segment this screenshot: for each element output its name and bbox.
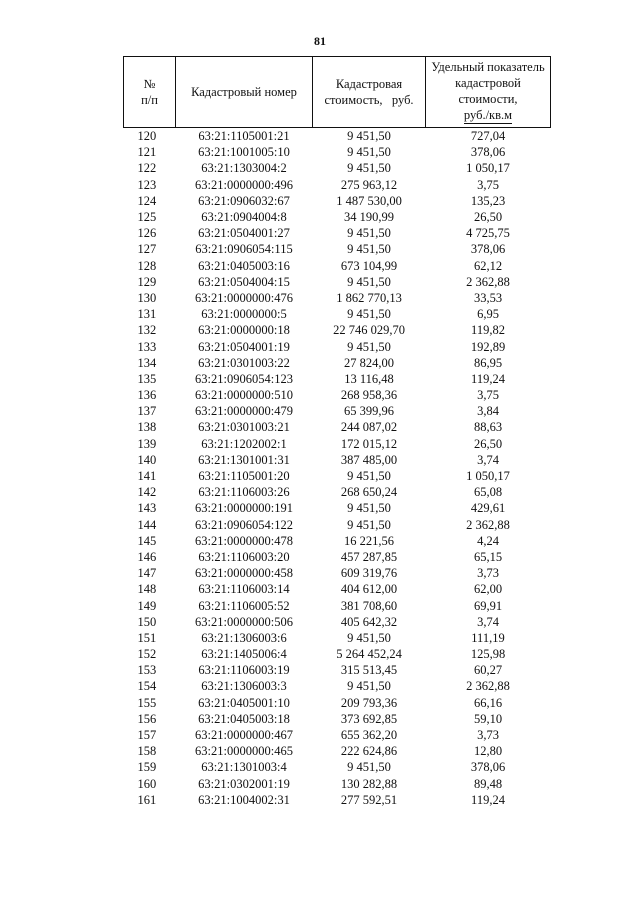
table-row xyxy=(124,290,551,306)
cadastral-value: 457 287,85 xyxy=(340,549,398,564)
cadastral-value: 387 485,00 xyxy=(340,452,398,467)
cadastral-number: 63:21:0405001:10 xyxy=(198,695,290,710)
table-row xyxy=(124,484,551,500)
table-row xyxy=(124,322,551,338)
specific-indicator: 378,06 xyxy=(470,145,506,160)
table-row xyxy=(124,517,551,533)
row-number: 134 xyxy=(137,355,157,370)
cadastral-number: 63:21:0000000:496 xyxy=(195,177,293,192)
table-row xyxy=(124,177,551,193)
cadastral-number: 63:21:1106003:14 xyxy=(198,582,290,597)
table-row xyxy=(124,355,551,371)
table-row xyxy=(124,274,551,290)
specific-indicator: 378,06 xyxy=(470,242,506,257)
specific-indicator: 2 362,88 xyxy=(466,679,510,694)
cadastral-value: 209 793,36 xyxy=(340,695,398,710)
row-number: 141 xyxy=(137,469,157,484)
cadastral-value: 13 116,48 xyxy=(344,371,394,386)
header-specific-indicator: Удельный показатель кадастровой стоимости, руб./кв.м xyxy=(426,57,551,128)
table-row xyxy=(124,646,551,662)
cadastral-number: 63:21:0504001:27 xyxy=(198,226,290,241)
specific-indicator: 69,91 xyxy=(473,598,503,613)
cadastral-number: 63:21:1106003:26 xyxy=(198,485,290,500)
row-number: 142 xyxy=(137,485,157,500)
cadastral-number: 63:21:0000000:18 xyxy=(198,323,290,338)
table-row xyxy=(124,727,551,743)
cadastral-value: 315 513,45 xyxy=(340,663,398,678)
specific-indicator: 86,95 xyxy=(473,355,503,370)
cadastral-value: 268 958,36 xyxy=(340,388,398,403)
row-number: 121 xyxy=(137,145,157,160)
row-number: 159 xyxy=(137,760,157,775)
cadastral-number: 63:21:1202002:1 xyxy=(201,436,287,451)
row-number: 140 xyxy=(137,452,157,467)
specific-indicator: 33,53 xyxy=(473,290,503,305)
table-row xyxy=(124,759,551,775)
cadastral-number: 63:21:0000000:479 xyxy=(195,404,293,419)
table-row xyxy=(124,387,551,403)
row-number: 131 xyxy=(137,307,157,322)
specific-indicator: 429,61 xyxy=(470,501,506,516)
specific-indicator: 1 050,17 xyxy=(466,469,510,484)
row-number: 146 xyxy=(137,549,157,564)
header-cadastral-number: Кадастровый номер xyxy=(176,57,313,128)
row-number: 149 xyxy=(137,598,157,613)
row-number: 123 xyxy=(137,177,157,192)
row-number: 160 xyxy=(137,776,157,791)
specific-indicator: 89,48 xyxy=(473,776,503,791)
cadastral-value: 9 451,50 xyxy=(347,242,391,257)
specific-indicator: 3,73 xyxy=(477,728,499,743)
specific-indicator: 62,12 xyxy=(473,258,503,273)
table-row xyxy=(124,241,551,257)
cadastral-number: 63:21:0000000:465 xyxy=(195,744,293,759)
table-row xyxy=(124,743,551,759)
cadastral-number: 63:21:1306003:3 xyxy=(201,679,287,694)
cadastral-value: 130 282,88 xyxy=(340,776,398,791)
table-row xyxy=(124,581,551,597)
table-row xyxy=(124,128,551,145)
row-number: 150 xyxy=(137,614,157,629)
specific-indicator: 65,15 xyxy=(473,549,503,564)
cadastral-value: 9 451,50 xyxy=(347,145,391,160)
cadastral-number: 63:21:1303004:2 xyxy=(201,161,287,176)
specific-indicator: 111,19 xyxy=(471,630,505,645)
table-row xyxy=(124,193,551,209)
cadastral-value: 1 487 530,00 xyxy=(336,193,402,208)
cadastral-number: 63:21:0904004:8 xyxy=(201,210,287,225)
specific-indicator: 4,24 xyxy=(477,533,499,548)
cadastral-number: 63:21:0000000:458 xyxy=(195,566,293,581)
row-number: 137 xyxy=(137,404,157,419)
cadastral-number: 63:21:0906054:122 xyxy=(195,517,293,532)
table-row xyxy=(124,533,551,549)
specific-indicator: 125,98 xyxy=(470,647,506,662)
table-row xyxy=(124,792,551,808)
row-number: 161 xyxy=(137,792,157,807)
cadastral-value: 381 708,60 xyxy=(340,598,398,613)
cadastral-value: 405 642,32 xyxy=(340,614,398,629)
cadastral-value: 172 015,12 xyxy=(340,436,398,451)
row-number: 130 xyxy=(137,290,157,305)
cadastral-value: 22 746 029,70 xyxy=(333,323,405,338)
cadastral-value: 673 104,99 xyxy=(340,258,398,273)
table-row xyxy=(124,695,551,711)
specific-indicator: 3,74 xyxy=(477,614,499,629)
cadastral-number: 63:21:0302001:19 xyxy=(198,776,290,791)
cadastral-value-table xyxy=(123,56,551,808)
table-row xyxy=(124,565,551,581)
cadastral-value: 9 451,50 xyxy=(347,129,391,144)
cadastral-number: 63:21:1405006:4 xyxy=(201,647,287,662)
specific-indicator: 119,24 xyxy=(471,792,505,807)
cadastral-value: 373 692,85 xyxy=(340,711,398,726)
specific-indicator: 3,75 xyxy=(477,388,499,403)
row-number: 135 xyxy=(137,371,157,386)
row-number: 151 xyxy=(137,630,157,645)
specific-indicator: 3,75 xyxy=(477,177,499,192)
table-row xyxy=(124,144,551,160)
row-number: 153 xyxy=(137,663,157,678)
specific-indicator: 26,50 xyxy=(473,436,503,451)
table-row xyxy=(124,452,551,468)
table-row xyxy=(124,403,551,419)
cadastral-value: 9 451,50 xyxy=(347,161,391,176)
table-row xyxy=(124,678,551,694)
cadastral-value: 9 451,50 xyxy=(347,760,391,775)
cadastral-number: 63:21:0000000:478 xyxy=(195,533,293,548)
specific-indicator: 65,08 xyxy=(473,485,503,500)
table-row xyxy=(124,225,551,241)
cadastral-number: 63:21:0000000:476 xyxy=(195,290,293,305)
cadastral-value: 9 451,50 xyxy=(347,226,391,241)
cadastral-value: 9 451,50 xyxy=(347,274,391,289)
row-number: 120 xyxy=(137,129,157,144)
cadastral-value: 277 592,51 xyxy=(340,792,398,807)
row-number: 124 xyxy=(137,193,157,208)
cadastral-value: 9 451,50 xyxy=(347,517,391,532)
specific-indicator: 2 362,88 xyxy=(466,517,510,532)
row-number: 126 xyxy=(137,226,157,241)
specific-indicator: 119,24 xyxy=(471,371,505,386)
cadastral-value: 404 612,00 xyxy=(340,582,398,597)
cadastral-value: 609 319,76 xyxy=(340,566,398,581)
cadastral-number: 63:21:0000000:191 xyxy=(195,501,293,516)
table-row xyxy=(124,209,551,225)
specific-indicator: 1 050,17 xyxy=(466,161,510,176)
specific-indicator: 12,80 xyxy=(473,744,503,759)
cadastral-number: 63:21:1106003:19 xyxy=(198,663,290,678)
specific-indicator: 3,84 xyxy=(477,404,499,419)
specific-indicator: 60,27 xyxy=(473,663,503,678)
cadastral-value: 5 264 452,24 xyxy=(336,647,402,662)
row-number: 138 xyxy=(137,420,157,435)
table-row xyxy=(124,419,551,435)
cadastral-value: 9 451,50 xyxy=(347,501,391,516)
specific-indicator: 378,06 xyxy=(470,760,506,775)
specific-indicator: 727,04 xyxy=(470,129,506,144)
cadastral-value: 9 451,50 xyxy=(347,679,391,694)
row-number: 158 xyxy=(137,744,157,759)
table-row xyxy=(124,662,551,678)
specific-indicator: 62,00 xyxy=(473,582,503,597)
cadastral-number: 63:21:1301001:31 xyxy=(198,452,290,467)
row-number: 148 xyxy=(137,582,157,597)
table-row xyxy=(124,500,551,516)
row-number: 127 xyxy=(137,242,157,257)
cadastral-value: 9 451,50 xyxy=(347,307,391,322)
cadastral-value: 9 451,50 xyxy=(347,339,391,354)
cadastral-number: 63:21:0301003:21 xyxy=(198,420,290,435)
row-number: 133 xyxy=(137,339,157,354)
specific-indicator: 135,23 xyxy=(470,193,506,208)
table-row xyxy=(124,258,551,274)
table-body xyxy=(124,128,551,808)
table-header xyxy=(124,57,551,128)
cadastral-value: 34 190,99 xyxy=(344,210,394,225)
cadastral-number: 63:21:1105001:21 xyxy=(198,129,290,144)
table-row xyxy=(124,614,551,630)
cadastral-number: 63:21:0000000:506 xyxy=(195,614,293,629)
table-row xyxy=(124,597,551,613)
specific-indicator: 4 725,75 xyxy=(466,226,510,241)
cadastral-value: 268 650,24 xyxy=(340,485,398,500)
table-row xyxy=(124,630,551,646)
specific-indicator: 192,89 xyxy=(470,339,506,354)
specific-indicator: 6,95 xyxy=(477,307,499,322)
row-number: 136 xyxy=(137,388,157,403)
specific-indicator: 59,10 xyxy=(473,711,503,726)
table-row xyxy=(124,776,551,792)
specific-indicator: 3,74 xyxy=(477,452,499,467)
cadastral-value: 16 221,56 xyxy=(344,533,394,548)
cadastral-number: 63:21:0504001:19 xyxy=(198,339,290,354)
cadastral-number: 63:21:1301003:4 xyxy=(201,760,287,775)
specific-indicator: 2 362,88 xyxy=(466,274,510,289)
header-num: № п/п xyxy=(124,57,176,128)
cadastral-value: 1 862 770,13 xyxy=(336,290,402,305)
cadastral-number: 63:21:0000000:510 xyxy=(195,388,293,403)
table-row xyxy=(124,371,551,387)
row-number: 128 xyxy=(137,258,157,273)
cadastral-number: 63:21:0301003:22 xyxy=(198,355,290,370)
cadastral-value: 65 399,96 xyxy=(344,404,394,419)
row-number: 125 xyxy=(137,210,157,225)
cadastral-number: 63:21:0504004:15 xyxy=(198,274,290,289)
cadastral-value: 9 451,50 xyxy=(347,630,391,645)
row-number: 152 xyxy=(137,647,157,662)
cadastral-number: 63:21:0000000:5 xyxy=(201,307,287,322)
cadastral-number: 63:21:0906054:115 xyxy=(195,242,293,257)
specific-indicator: 119,82 xyxy=(471,323,505,338)
row-number: 145 xyxy=(137,533,157,548)
specific-indicator: 88,63 xyxy=(473,420,503,435)
table-row xyxy=(124,468,551,484)
row-number: 147 xyxy=(137,566,157,581)
row-number: 155 xyxy=(137,695,157,710)
row-number: 139 xyxy=(137,436,157,451)
row-number: 143 xyxy=(137,501,157,516)
table-row xyxy=(124,338,551,354)
cadastral-number: 63:21:0906054:123 xyxy=(195,371,293,386)
specific-indicator: 26,50 xyxy=(473,210,503,225)
cadastral-number: 63:21:1106003:20 xyxy=(198,549,290,564)
cadastral-number: 63:21:1004002:31 xyxy=(198,792,290,807)
cadastral-value: 655 362,20 xyxy=(340,728,398,743)
row-number: 154 xyxy=(137,679,157,694)
row-number: 129 xyxy=(137,274,157,289)
cadastral-number: 63:21:0405003:18 xyxy=(198,711,290,726)
row-number: 157 xyxy=(137,728,157,743)
cadastral-value: 222 624,86 xyxy=(340,744,398,759)
cadastral-number: 63:21:0405003:16 xyxy=(198,258,290,273)
cadastral-number: 63:21:1306003:6 xyxy=(201,630,287,645)
row-number: 156 xyxy=(137,711,157,726)
cadastral-value: 27 824,00 xyxy=(344,355,394,370)
specific-indicator: 66,16 xyxy=(473,695,503,710)
cadastral-number: 63:21:1105001:20 xyxy=(198,469,290,484)
table-row xyxy=(124,306,551,322)
cadastral-number: 63:21:0000000:467 xyxy=(195,728,293,743)
cadastral-value: 244 087,02 xyxy=(340,420,398,435)
page-number: 81 xyxy=(314,34,326,48)
header-cadastral-value: Кадастровая стоимость, руб. xyxy=(313,57,426,128)
row-number: 132 xyxy=(137,323,157,338)
cadastral-number: 63:21:1001005:10 xyxy=(198,145,290,160)
table-row xyxy=(124,160,551,176)
specific-indicator: 3,73 xyxy=(477,566,499,581)
row-number: 122 xyxy=(137,161,157,176)
table-row xyxy=(124,711,551,727)
cadastral-number: 63:21:0906032:67 xyxy=(198,193,290,208)
row-number: 144 xyxy=(137,517,157,532)
table-row xyxy=(124,436,551,452)
cadastral-value: 275 963,12 xyxy=(340,177,398,192)
cadastral-value: 9 451,50 xyxy=(347,469,391,484)
cadastral-number: 63:21:1106005:52 xyxy=(198,598,290,613)
table-row xyxy=(124,549,551,565)
